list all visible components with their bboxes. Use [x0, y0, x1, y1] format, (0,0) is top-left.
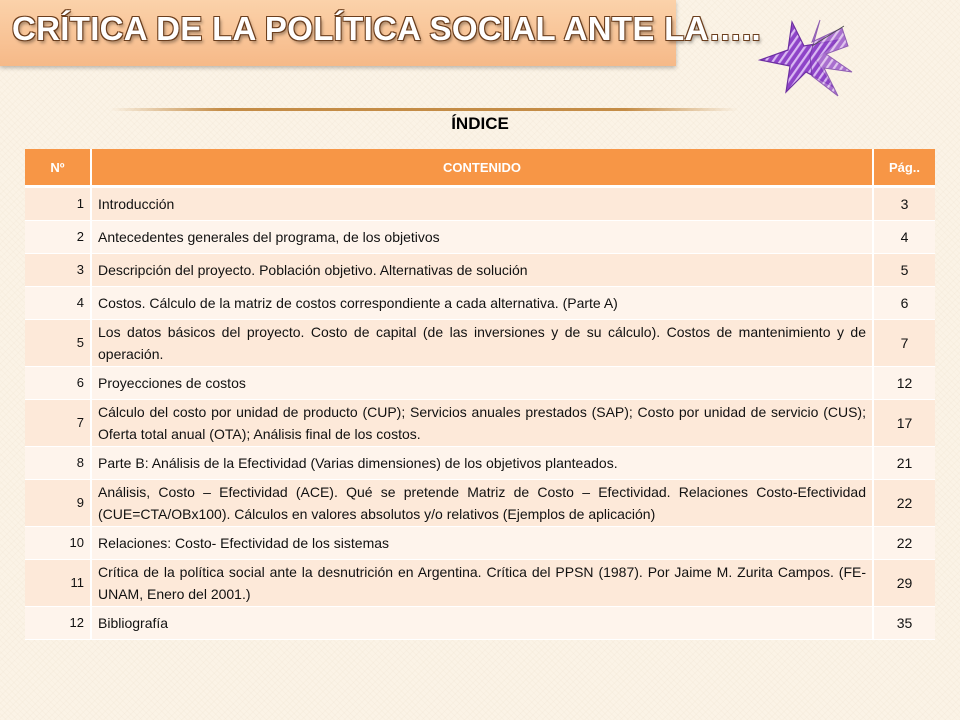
table-row: [25, 254, 935, 287]
table-header-row: [25, 149, 935, 187]
title-banner: [0, 0, 761, 66]
table-of-contents: [25, 149, 935, 640]
row-page: 17: [873, 400, 935, 447]
table-row: [25, 367, 935, 400]
row-number: 10: [25, 527, 91, 560]
row-content: Análisis, Costo – Efectividad (ACE). Qué se pretende Matriz de Costo – Efectividad. Relaciones Costo-Efectividad (CUE=CTA/OBx100). Cálculos en valores absolutos y/o relativos (Ejemplos de aplicación): [91, 480, 873, 527]
row-number: 7: [25, 400, 91, 447]
row-content: Costos. Cálculo de la matriz de costos correspondiente a cada alternativa. (Parte A): [91, 287, 873, 320]
row-content: Proyecciones de costos: [91, 367, 873, 400]
purple-star-icon: [752, 16, 860, 98]
row-page: 12: [873, 367, 935, 400]
row-content: Crítica de la política social ante la desnutrición en Argentina. Crítica del PPSN (1987). Por Jaime M. Zurita Campos. (FE-UNAM, Enero del 2001.): [91, 560, 873, 607]
row-number: 9: [25, 480, 91, 527]
row-content: Antecedentes generales del programa, de los objetivos: [91, 221, 873, 254]
row-number: 3: [25, 254, 91, 287]
table-row: [25, 447, 935, 480]
row-page: 6: [873, 287, 935, 320]
row-page: 22: [873, 527, 935, 560]
slide-title: CRÍTICA DE LA POLÍTICA SOCIAL ANTE LA…..: [12, 10, 761, 47]
row-content: Relaciones: Costo- Efectividad de los sistemas: [91, 527, 873, 560]
header-number: Nº: [25, 149, 91, 187]
table-row: [25, 560, 935, 607]
table-row: [25, 287, 935, 320]
row-content: Parte B: Análisis de la Efectividad (Varias dimensiones) de los objetivos planteados.: [91, 447, 873, 480]
row-content: Descripción del proyecto. Población objetivo. Alternativas de solución: [91, 254, 873, 287]
row-content: Introducción: [91, 187, 873, 221]
header-content: CONTENIDO: [91, 149, 873, 187]
row-number: 6: [25, 367, 91, 400]
table-row: [25, 320, 935, 367]
row-number: 2: [25, 221, 91, 254]
divider-line: [110, 108, 738, 111]
table-row: [25, 221, 935, 254]
table-row: [25, 607, 935, 640]
row-page: 22: [873, 480, 935, 527]
table-row: [25, 527, 935, 560]
row-content: Bibliografía: [91, 607, 873, 640]
row-page: 21: [873, 447, 935, 480]
table-row: [25, 480, 935, 527]
row-page: 35: [873, 607, 935, 640]
table-row: [25, 187, 935, 221]
row-number: 1: [25, 187, 91, 221]
row-number: 8: [25, 447, 91, 480]
row-page: 3: [873, 187, 935, 221]
header-page: Pág..: [873, 149, 935, 187]
row-number: 5: [25, 320, 91, 367]
row-page: 7: [873, 320, 935, 367]
row-number: 12: [25, 607, 91, 640]
row-page: 4: [873, 221, 935, 254]
row-number: 4: [25, 287, 91, 320]
row-number: 11: [25, 560, 91, 607]
row-page: 5: [873, 254, 935, 287]
row-content: Cálculo del costo por unidad de producto (CUP); Servicios anuales prestados (SAP); Costo por unidad de servicio (CUS); Oferta total anual (OTA); Análisis final de los costos.: [91, 400, 873, 447]
index-heading: ÍNDICE: [451, 114, 509, 133]
row-content: Los datos básicos del proyecto. Costo de capital (de las inversiones y de su cálculo). Costos de mantenimiento y de operación.: [91, 320, 873, 367]
row-page: 29: [873, 560, 935, 607]
table-row: [25, 400, 935, 447]
